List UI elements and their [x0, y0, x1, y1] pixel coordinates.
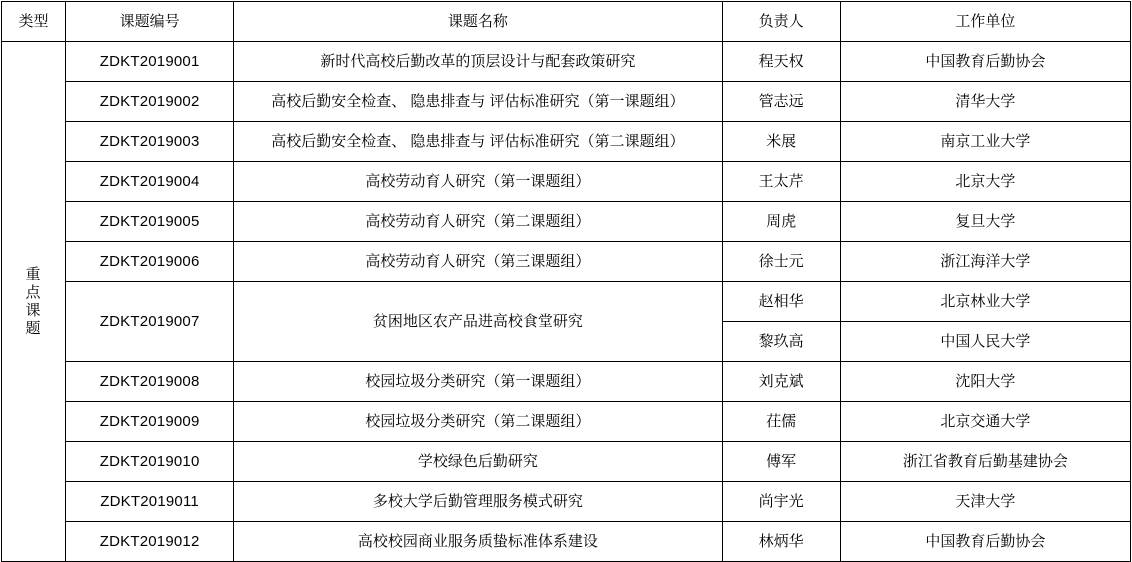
- cell-name: 新时代高校后勤改革的顶层设计与配套政策研究: [234, 42, 722, 82]
- cell-code: ZDKT2019006: [66, 242, 234, 282]
- header-org: 工作单位: [840, 2, 1130, 42]
- table-header: [2, 2, 1131, 42]
- cell-name: 校园垃圾分类研究（第一课题组）: [234, 362, 722, 402]
- cell-code: ZDKT2019011: [66, 482, 234, 522]
- research-topics-table: [1, 1, 1131, 562]
- cell-code: ZDKT2019002: [66, 82, 234, 122]
- cell-org: 北京大学: [840, 162, 1130, 202]
- cell-org: 中国人民大学: [840, 322, 1130, 362]
- header-owner: 负责人: [722, 2, 840, 42]
- cell-name: 多校大学后勤管理服务模式研究: [234, 482, 722, 522]
- header-type: 类型: [2, 2, 66, 42]
- cell-owner: 王太芹: [722, 162, 840, 202]
- table-row: [2, 122, 1131, 162]
- cell-code: ZDKT2019007: [66, 282, 234, 362]
- cell-owner: 茌儒: [722, 402, 840, 442]
- cell-code: ZDKT2019012: [66, 522, 234, 562]
- cell-owner: 米展: [722, 122, 840, 162]
- cell-org: 沈阳大学: [840, 362, 1130, 402]
- cell-owner: 程天权: [722, 42, 840, 82]
- cell-org: 天津大学: [840, 482, 1130, 522]
- type-char: 点: [25, 283, 42, 301]
- header-code: 课题编号: [66, 2, 234, 42]
- header-name: 课题名称: [234, 2, 722, 42]
- header-row: [2, 2, 1131, 42]
- cell-code: ZDKT2019005: [66, 202, 234, 242]
- cell-code: ZDKT2019001: [66, 42, 234, 82]
- cell-code: ZDKT2019008: [66, 362, 234, 402]
- cell-name: 高校校园商业服务质蛰标准体系建设: [234, 522, 722, 562]
- cell-owner: 傅军: [722, 442, 840, 482]
- cell-code: ZDKT2019003: [66, 122, 234, 162]
- cell-owner: 刘克斌: [722, 362, 840, 402]
- cell-name: 高校劳动育人研究（第三课题组）: [234, 242, 722, 282]
- cell-owner: 周虎: [722, 202, 840, 242]
- cell-code: ZDKT2019010: [66, 442, 234, 482]
- cell-name: 校园垃圾分类研究（第二课题组）: [234, 402, 722, 442]
- cell-code: ZDKT2019009: [66, 402, 234, 442]
- cell-name: 高校后勤安全检查、 隐患排查与 评估标准研究（第一课题组）: [234, 82, 722, 122]
- table-row: [2, 362, 1131, 402]
- cell-owner: 尚宇光: [722, 482, 840, 522]
- cell-name: 学校绿色后勤研究: [234, 442, 722, 482]
- table-row: [2, 522, 1131, 562]
- cell-org: 北京交通大学: [840, 402, 1130, 442]
- table-body: [2, 42, 1131, 562]
- table-row: [2, 402, 1131, 442]
- cell-org: 中国教育后勤协会: [840, 522, 1130, 562]
- cell-name: 贫困地区农产品进高校食堂研究: [234, 282, 722, 362]
- cell-owner: 赵相华: [722, 282, 840, 322]
- table-row: [2, 162, 1131, 202]
- table-row: [2, 282, 1131, 322]
- cell-owner: 黎玖高: [722, 322, 840, 362]
- table-row: [2, 202, 1131, 242]
- cell-org: 清华大学: [840, 82, 1130, 122]
- table-row: [2, 482, 1131, 522]
- type-char: 课: [25, 301, 42, 319]
- table-row: [2, 442, 1131, 482]
- cell-owner: 徐士元: [722, 242, 840, 282]
- cell-name: 高校后勤安全检查、 隐患排查与 评估标准研究（第二课题组）: [234, 122, 722, 162]
- cell-owner: 管志远: [722, 82, 840, 122]
- cell-code: ZDKT2019004: [66, 162, 234, 202]
- cell-org: 复旦大学: [840, 202, 1130, 242]
- table-row: [2, 82, 1131, 122]
- cell-org: 南京工业大学: [840, 122, 1130, 162]
- cell-owner: 林炳华: [722, 522, 840, 562]
- cell-name: 高校劳动育人研究（第一课题组）: [234, 162, 722, 202]
- type-char: 重: [25, 265, 42, 283]
- table-row: [2, 242, 1131, 282]
- type-char: 题: [25, 319, 42, 337]
- cell-org: 中国教育后勤协会: [840, 42, 1130, 82]
- cell-org: 浙江省教育后勤基建协会: [840, 442, 1130, 482]
- cell-org: 浙江海洋大学: [840, 242, 1130, 282]
- table-row: [2, 42, 1131, 82]
- cell-name: 高校劳动育人研究（第二课题组）: [234, 202, 722, 242]
- cell-org: 北京林业大学: [840, 282, 1130, 322]
- type-group-cell: [2, 42, 66, 562]
